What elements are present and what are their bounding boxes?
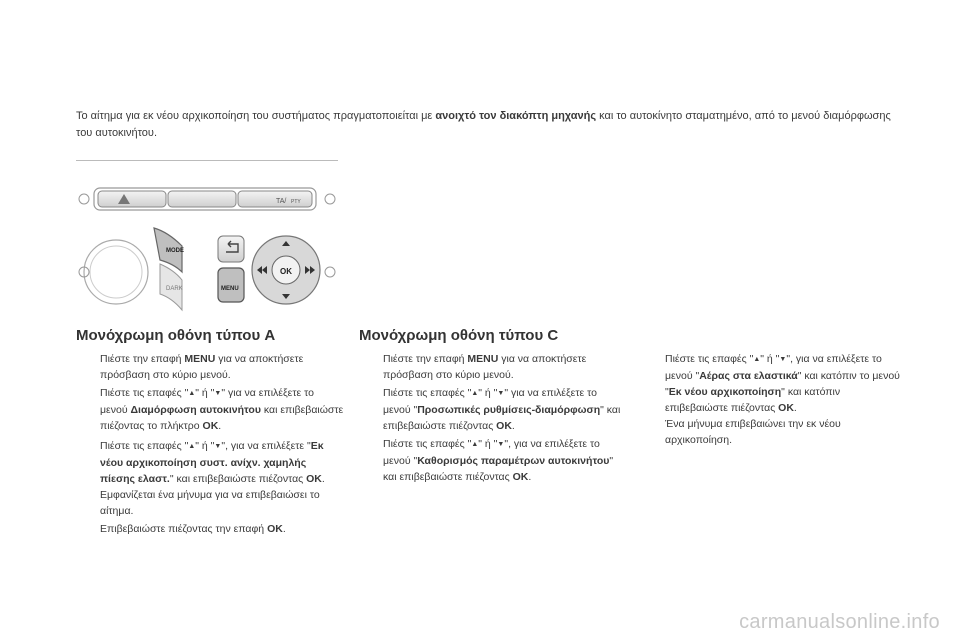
down-arrow-icon: ▼ <box>214 443 222 450</box>
list-item: Πιέστε την επαφή MENU για να αποκτήσετε πρόσβαση στο κύριο μενού. <box>383 353 587 381</box>
down-arrow-icon: ▼ <box>497 390 505 397</box>
intro-bold: ανοιχτό τον διακόπτη μηχανής <box>435 110 597 122</box>
dark-label: DARK <box>166 286 183 292</box>
list-item: Πιέστε τις επαφές "▲" ή "▼" για να επιλέξετε το μενού "Προσωπικές ρυθμίσεις-διαμόρφωση" και επιβεβαιώστε πιέζοντας OK. <box>383 387 621 432</box>
control-panel-illustration <box>76 160 338 320</box>
down-arrow-icon: ▼ <box>779 356 787 363</box>
list-item: Επιβεβαιώστε πιέζοντας την επαφή OK. <box>100 523 286 535</box>
up-arrow-icon: ▲ <box>471 441 479 448</box>
up-arrow-icon: ▲ <box>188 443 196 450</box>
column-right <box>641 351 903 450</box>
heading-type-c: Μονόχρωμη οθόνη τύπου C <box>359 327 559 344</box>
ta-label: TA/ <box>276 198 287 205</box>
up-arrow-icon: ▲ <box>188 390 196 397</box>
pty-label: PTY <box>291 199 301 205</box>
list-item: Πιέστε τις επαφές "▲" ή "▼" για να επιλέξετε το μενού Διαμόρφωση αυτοκινήτου και επιβεβαιώστε πιέζοντας το πλήκτρο OK. <box>100 387 344 432</box>
watermark: carmanualsonline.info <box>739 611 940 633</box>
list-item: Πιέστε τις επαφές "▲" ή "▼", για να επιλέξετε το μενού "Καθορισμός παραμέτρων αυτοκινήτου" και επιβεβαιώστε πιέζοντας OK. <box>383 438 614 483</box>
intro-paragraph: Το αίτημα για εκ νέου αρχικοποίηση του συστήματος πραγματοποιείται με ανοιχτό τον διακόπτη μηχανής και το αυτοκίνητο σταματημένο, από το μενού διαμόρφωσης του αυτοκινήτου. <box>76 110 891 139</box>
up-arrow-icon: ▲ <box>753 356 761 363</box>
list-item: Πιέστε τις επαφές "▲" ή "▼", για να επιλέξετε "Εκ νέου αρχικοποίηση συστ. ανίχν. χαμηλής πίεσης ελαστ." και επιβεβαιώστε πιέζοντας OK. Εμφανίζεται ένα μήνυμα για να επιβεβαιώσει το αίτημα. <box>100 440 325 517</box>
heading-type-a: Μονόχρωμη οθόνη τύπου A <box>76 327 276 344</box>
ok-label: OK <box>280 267 292 276</box>
mode-label: MODE <box>166 248 184 254</box>
column-type-c <box>359 351 621 487</box>
down-arrow-icon: ▼ <box>214 390 222 397</box>
up-arrow-icon: ▲ <box>471 390 479 397</box>
menu-label: MENU <box>221 286 239 292</box>
down-arrow-icon: ▼ <box>497 441 505 448</box>
column-type-a <box>76 351 344 539</box>
list-item: Πιέστε τις επαφές "▲" ή "▼", για να επιλέξετε το μενού "Αέρας στα ελαστικά" και κατόπιν το μενού "Εκ νέου αρχικοποίηση" και κατόπιν επιβεβαιώστε πιέζοντας OK. Ένα μήνυμα επιβεβαιώνει την εκ νέου αρχικοποίηση. <box>665 353 900 446</box>
list-item: Πιέστε την επαφή MENU για να αποκτήσετε πρόσβαση στο κύριο μενού. <box>100 353 304 381</box>
